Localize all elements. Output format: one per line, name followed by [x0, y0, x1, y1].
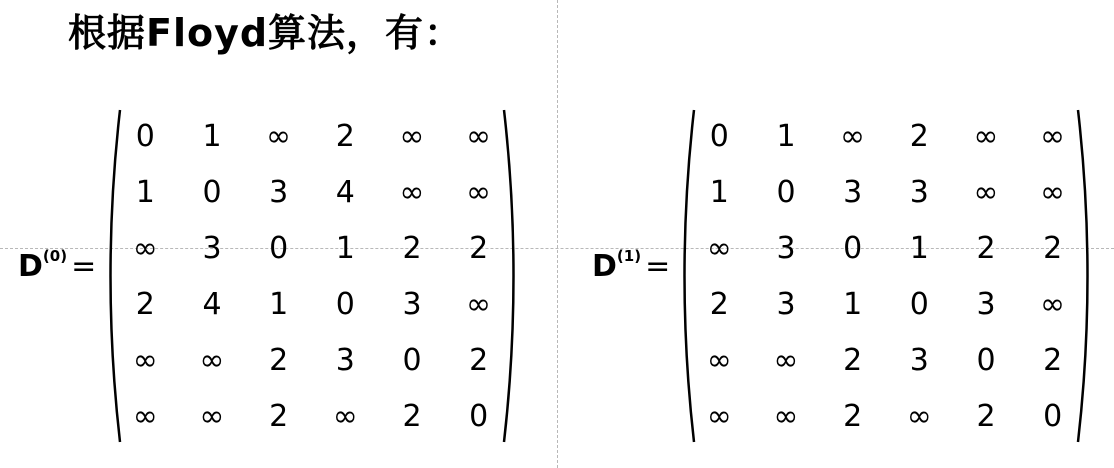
matrix-cell: ∞: [973, 174, 999, 210]
matrix-cell: ∞: [266, 118, 292, 154]
matrix-cell: 3: [843, 174, 863, 210]
matrix-cell: 1: [843, 286, 863, 322]
matrix-cell: 0: [776, 174, 796, 210]
page-title: 根据Floyd算法，有：: [68, 11, 464, 55]
matrix-cell: 1: [909, 230, 929, 266]
matrix-d1: [674, 108, 1098, 444]
matrix-cell: ∞: [1040, 286, 1066, 322]
matrix-cell: ∞: [332, 398, 358, 434]
matrix-cell: 2: [402, 398, 422, 434]
matrix-cell: ∞: [466, 118, 492, 154]
matrix-cell: 2: [402, 230, 422, 266]
matrix-cell: 1: [335, 230, 355, 266]
matrix-cell: ∞: [399, 118, 425, 154]
matrix-cell: 1: [135, 174, 155, 210]
matrix-cell: ∞: [773, 342, 799, 378]
matrix-cell: ∞: [1040, 174, 1066, 210]
matrix-cell: 0: [843, 230, 863, 266]
matrix-cell: 2: [843, 398, 863, 434]
matrix-cell: 3: [402, 286, 422, 322]
matrix-cell: ∞: [773, 398, 799, 434]
matrix-cell: ∞: [706, 398, 732, 434]
matrix-cell: 0: [269, 230, 289, 266]
matrix-cell: 2: [335, 118, 355, 154]
matrix-cell: 0: [335, 286, 355, 322]
matrix-cell: 3: [976, 286, 996, 322]
matrix-superscript: (0): [42, 247, 68, 265]
matrix-grid: [686, 108, 1086, 444]
matrix-cell: 3: [269, 174, 289, 210]
matrix-cell: 2: [843, 342, 863, 378]
matrix-cell: 0: [1043, 398, 1063, 434]
matrix-cell: 3: [776, 230, 796, 266]
matrix-cell: 0: [202, 174, 222, 210]
matrix-cell: ∞: [132, 342, 158, 378]
matrix-name: D: [592, 249, 617, 284]
matrix-cell: ∞: [199, 398, 225, 434]
matrix-cell: ∞: [466, 174, 492, 210]
matrix-cell: 3: [909, 174, 929, 210]
matrix-cell: ∞: [199, 342, 225, 378]
matrix-cell: ∞: [399, 174, 425, 210]
matrix-label-d0: [18, 247, 97, 284]
matrix-cell: ∞: [706, 342, 732, 378]
matrix-cell: ∞: [1040, 118, 1066, 154]
matrix-cell: 4: [335, 174, 355, 210]
matrix-cell: 4: [202, 286, 222, 322]
matrix-cell: 2: [135, 286, 155, 322]
matrix-cell: ∞: [840, 118, 866, 154]
matrix-cell: ∞: [132, 230, 158, 266]
matrix-name: D: [18, 249, 43, 284]
matrix-cell: ∞: [706, 230, 732, 266]
matrix-cell: 2: [709, 286, 729, 322]
matrix-cell: 2: [976, 230, 996, 266]
matrix-label-d1: [592, 247, 671, 284]
matrix-cell: 3: [202, 230, 222, 266]
matrix-cell: 0: [469, 398, 489, 434]
matrix-cell: 0: [709, 118, 729, 154]
matrix-cell: 2: [469, 342, 489, 378]
matrix-cell: 3: [776, 286, 796, 322]
matrix-cell: 2: [469, 230, 489, 266]
matrix-cell: 2: [1043, 230, 1063, 266]
equals-sign: =: [645, 249, 671, 284]
matrix-cell: 0: [402, 342, 422, 378]
matrix-cell: 1: [202, 118, 222, 154]
matrix-cell: 3: [335, 342, 355, 378]
matrix-cell: 0: [135, 118, 155, 154]
right-parenthesis: [502, 108, 524, 444]
matrix-cell: 3: [909, 342, 929, 378]
matrix-cell: 1: [709, 174, 729, 210]
matrix-cell: 0: [909, 286, 929, 322]
vertical-guide-line: [557, 0, 558, 468]
matrix-cell: 1: [776, 118, 796, 154]
matrix-cell: ∞: [132, 398, 158, 434]
matrix-cell: ∞: [906, 398, 932, 434]
matrix-cell: 1: [269, 286, 289, 322]
equals-sign: =: [71, 249, 97, 284]
matrix-cell: ∞: [973, 118, 999, 154]
matrix-cell: 2: [1043, 342, 1063, 378]
matrix-cell: 2: [909, 118, 929, 154]
matrix-cell: 2: [976, 398, 996, 434]
matrix-superscript: (1): [616, 247, 642, 265]
matrix-d0: [100, 108, 524, 444]
matrix-cell: 0: [976, 342, 996, 378]
matrix-cell: ∞: [466, 286, 492, 322]
matrix-cell: 2: [269, 398, 289, 434]
matrix-grid: [112, 108, 512, 444]
matrix-cell: 2: [269, 342, 289, 378]
right-parenthesis: [1076, 108, 1098, 444]
